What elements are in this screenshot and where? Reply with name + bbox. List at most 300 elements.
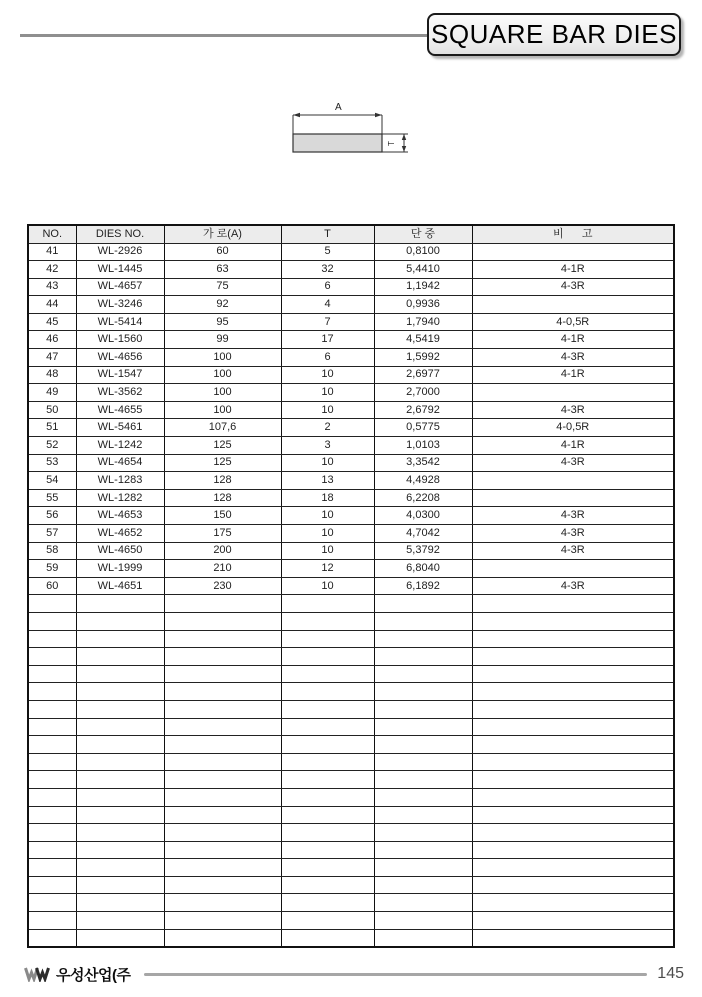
table-cell	[374, 929, 472, 947]
empty-table-row	[28, 612, 674, 630]
table-cell	[472, 489, 674, 507]
table-cell	[76, 665, 164, 683]
table-cell: 46	[28, 331, 76, 349]
table-cell: 53	[28, 454, 76, 472]
table-row	[28, 419, 674, 437]
table-cell	[164, 824, 281, 842]
table-cell	[76, 824, 164, 842]
table-row	[28, 507, 674, 525]
table-cell: 13	[281, 472, 374, 490]
table-cell	[472, 876, 674, 894]
column-header: T	[281, 225, 374, 243]
table-cell: 10	[281, 366, 374, 384]
table-cell: 4-1R	[472, 437, 674, 455]
table-cell	[472, 243, 674, 261]
table-cell	[374, 612, 472, 630]
table-cell	[164, 595, 281, 613]
table-cell	[164, 736, 281, 754]
empty-table-row	[28, 595, 674, 613]
table-cell: 4,5419	[374, 331, 472, 349]
table-cell: 4-1R	[472, 261, 674, 279]
footer-rule	[144, 973, 647, 976]
table-cell: 2,6977	[374, 366, 472, 384]
table-cell: WL-3562	[76, 384, 164, 402]
table-cell: 100	[164, 349, 281, 367]
table-cell	[76, 912, 164, 930]
column-header: 비 고	[472, 225, 674, 243]
table-cell: 4,0300	[374, 507, 472, 525]
table-cell	[374, 595, 472, 613]
table-cell: WL-5461	[76, 419, 164, 437]
width-dimension	[293, 113, 382, 134]
table-cell: 56	[28, 507, 76, 525]
page-number: 145	[657, 965, 684, 982]
table-cell	[472, 665, 674, 683]
table-cell	[374, 894, 472, 912]
table-row	[28, 366, 674, 384]
table-cell	[374, 648, 472, 666]
empty-table-row	[28, 876, 674, 894]
table-cell	[472, 612, 674, 630]
table-cell: 128	[164, 489, 281, 507]
table-cell	[472, 683, 674, 701]
thickness-label: T	[387, 141, 396, 146]
table-cell	[374, 841, 472, 859]
table-cell	[374, 718, 472, 736]
table-cell	[28, 859, 76, 877]
table-cell: 4-3R	[472, 542, 674, 560]
table-cell: 75	[164, 278, 281, 296]
table-cell	[281, 612, 374, 630]
table-cell	[164, 894, 281, 912]
table-row	[28, 401, 674, 419]
table-cell: 41	[28, 243, 76, 261]
table-cell	[281, 595, 374, 613]
table-cell: 7	[281, 313, 374, 331]
table-cell: 4-3R	[472, 349, 674, 367]
table-cell: 10	[281, 401, 374, 419]
table-cell	[472, 824, 674, 842]
table-cell: 125	[164, 437, 281, 455]
table-cell	[281, 718, 374, 736]
table-cell	[281, 876, 374, 894]
table-cell: 4-0,5R	[472, 313, 674, 331]
table-cell	[164, 700, 281, 718]
table-cell	[28, 683, 76, 701]
table-cell: 1,1942	[374, 278, 472, 296]
table-cell: 43	[28, 278, 76, 296]
table-cell	[164, 683, 281, 701]
table-cell	[28, 665, 76, 683]
empty-table-row	[28, 824, 674, 842]
table-cell: 32	[281, 261, 374, 279]
table-cell	[472, 630, 674, 648]
square-bar-diagram	[280, 96, 420, 164]
table-cell	[374, 630, 472, 648]
table-cell: 3	[281, 437, 374, 455]
table-cell	[472, 841, 674, 859]
table-cell	[76, 929, 164, 947]
table-cell: 4-3R	[472, 525, 674, 543]
table-cell	[281, 771, 374, 789]
table-cell	[28, 912, 76, 930]
table-cell: 48	[28, 366, 76, 384]
table-row	[28, 472, 674, 490]
table-cell: 54	[28, 472, 76, 490]
table-cell: 10	[281, 525, 374, 543]
table-cell	[164, 665, 281, 683]
table-cell	[28, 736, 76, 754]
empty-table-row	[28, 683, 674, 701]
table-cell	[281, 700, 374, 718]
table-cell	[472, 648, 674, 666]
table-cell: WL-4656	[76, 349, 164, 367]
table-cell: 63	[164, 261, 281, 279]
table-cell: WL-1283	[76, 472, 164, 490]
table-cell: 6	[281, 349, 374, 367]
table-cell	[164, 630, 281, 648]
table-cell	[472, 472, 674, 490]
empty-table-row	[28, 648, 674, 666]
table-cell	[28, 595, 76, 613]
table-row	[28, 243, 674, 261]
table-cell	[76, 648, 164, 666]
table-cell: 92	[164, 296, 281, 314]
table-cell	[28, 894, 76, 912]
table-cell	[472, 700, 674, 718]
table-cell: WL-4651	[76, 577, 164, 595]
table-cell	[472, 718, 674, 736]
table-cell	[76, 736, 164, 754]
table-cell: 0,9936	[374, 296, 472, 314]
table-cell	[374, 753, 472, 771]
table-cell	[164, 718, 281, 736]
table-cell	[76, 876, 164, 894]
empty-table-row	[28, 788, 674, 806]
company-name: 우성산업(주	[56, 966, 131, 984]
table-cell: 1,0103	[374, 437, 472, 455]
table-cell: 6	[281, 278, 374, 296]
table-cell	[76, 841, 164, 859]
table-cell: 200	[164, 542, 281, 560]
table-cell: 4-3R	[472, 577, 674, 595]
table-cell: WL-3246	[76, 296, 164, 314]
table-cell	[374, 788, 472, 806]
empty-table-row	[28, 859, 674, 877]
table-cell: 100	[164, 366, 281, 384]
table-cell	[374, 912, 472, 930]
table-cell: 6,2208	[374, 489, 472, 507]
table-cell	[374, 876, 472, 894]
table-cell	[76, 595, 164, 613]
table-cell: WL-4650	[76, 542, 164, 560]
table-cell: 18	[281, 489, 374, 507]
table-cell	[76, 630, 164, 648]
column-header: 단 중	[374, 225, 472, 243]
table-cell: WL-1282	[76, 489, 164, 507]
table-cell	[164, 612, 281, 630]
table-cell	[472, 560, 674, 578]
table-cell	[472, 296, 674, 314]
table-cell	[28, 929, 76, 947]
table-cell	[374, 700, 472, 718]
table-cell: 4-1R	[472, 331, 674, 349]
table-cell	[28, 612, 76, 630]
table-cell: 55	[28, 489, 76, 507]
empty-table-row	[28, 894, 674, 912]
table-cell	[164, 806, 281, 824]
table-cell	[374, 665, 472, 683]
table-cell: 107,6	[164, 419, 281, 437]
table-cell	[472, 736, 674, 754]
table-cell: 100	[164, 384, 281, 402]
empty-table-row	[28, 841, 674, 859]
table-cell: 5,3792	[374, 542, 472, 560]
table-cell	[281, 912, 374, 930]
table-cell: 4-3R	[472, 401, 674, 419]
table-cell: 4-3R	[472, 507, 674, 525]
table-cell: 100	[164, 401, 281, 419]
table-cell: 52	[28, 437, 76, 455]
table-cell	[76, 612, 164, 630]
table-cell: 4-1R	[472, 366, 674, 384]
table-cell	[28, 718, 76, 736]
empty-table-row	[28, 753, 674, 771]
table-cell: WL-1999	[76, 560, 164, 578]
table-cell	[28, 841, 76, 859]
table-cell: 0,8100	[374, 243, 472, 261]
table-cell	[281, 753, 374, 771]
table-cell	[164, 771, 281, 789]
table-cell: 4-3R	[472, 278, 674, 296]
table-cell	[472, 894, 674, 912]
empty-table-row	[28, 771, 674, 789]
table-cell	[281, 736, 374, 754]
table-cell: 6,8040	[374, 560, 472, 578]
table-cell: WL-1445	[76, 261, 164, 279]
table-cell	[28, 788, 76, 806]
table-cell	[76, 894, 164, 912]
table-cell: 10	[281, 454, 374, 472]
table-cell: 5	[281, 243, 374, 261]
empty-table-row	[28, 929, 674, 947]
table-cell	[281, 806, 374, 824]
table-cell: 49	[28, 384, 76, 402]
empty-table-row	[28, 630, 674, 648]
table-cell: WL-4652	[76, 525, 164, 543]
table-cell	[472, 929, 674, 947]
table-row	[28, 296, 674, 314]
table-cell: 42	[28, 261, 76, 279]
table-cell: 58	[28, 542, 76, 560]
table-cell	[164, 788, 281, 806]
table-cell	[472, 912, 674, 930]
width-label: A	[335, 102, 342, 113]
empty-table-row	[28, 806, 674, 824]
table-row	[28, 454, 674, 472]
table-cell	[76, 859, 164, 877]
table-cell: 5,4410	[374, 261, 472, 279]
header-rule	[20, 34, 430, 37]
table-cell	[28, 648, 76, 666]
bar-shape	[293, 134, 382, 152]
table-cell: 2	[281, 419, 374, 437]
empty-table-row	[28, 912, 674, 930]
table-cell: 4-0,5R	[472, 419, 674, 437]
table-cell: 2,7000	[374, 384, 472, 402]
table-cell	[164, 841, 281, 859]
table-cell	[76, 788, 164, 806]
table-cell	[28, 806, 76, 824]
table-header-row	[28, 225, 674, 243]
table-row	[28, 542, 674, 560]
empty-table-row	[28, 665, 674, 683]
table-cell: WL-4654	[76, 454, 164, 472]
table-cell: 45	[28, 313, 76, 331]
company-logo-icon	[24, 966, 51, 982]
table-row	[28, 349, 674, 367]
table-cell	[374, 771, 472, 789]
table-cell: 2,6792	[374, 401, 472, 419]
table-cell: 128	[164, 472, 281, 490]
table-cell	[76, 806, 164, 824]
dies-table	[27, 224, 675, 948]
table-cell: 10	[281, 507, 374, 525]
table-cell: 50	[28, 401, 76, 419]
table-cell: WL-2926	[76, 243, 164, 261]
table-cell: 99	[164, 331, 281, 349]
table-cell	[28, 753, 76, 771]
table-cell: 175	[164, 525, 281, 543]
table-cell: 1,5992	[374, 349, 472, 367]
table-cell	[374, 736, 472, 754]
column-header: DIES NO.	[76, 225, 164, 243]
table-cell: WL-4657	[76, 278, 164, 296]
table-cell	[472, 753, 674, 771]
table-cell: 125	[164, 454, 281, 472]
table-cell	[28, 824, 76, 842]
table-cell: 230	[164, 577, 281, 595]
table-cell	[472, 806, 674, 824]
table-cell	[76, 683, 164, 701]
empty-table-row	[28, 700, 674, 718]
table-cell: 17	[281, 331, 374, 349]
table-cell	[374, 806, 472, 824]
table-cell	[281, 929, 374, 947]
table-cell	[281, 648, 374, 666]
table-cell: 4-3R	[472, 454, 674, 472]
table-cell: 47	[28, 349, 76, 367]
table-cell: 10	[281, 384, 374, 402]
table-cell	[164, 859, 281, 877]
table-cell	[472, 859, 674, 877]
table-cell	[281, 859, 374, 877]
table-cell	[28, 700, 76, 718]
table-row	[28, 489, 674, 507]
table-cell	[472, 788, 674, 806]
dies-table-body	[28, 243, 674, 947]
dies-table-wrap	[27, 224, 675, 948]
table-cell: 3,3542	[374, 454, 472, 472]
table-cell	[164, 929, 281, 947]
empty-table-row	[28, 718, 674, 736]
table-cell	[164, 876, 281, 894]
table-cell: 95	[164, 313, 281, 331]
table-cell: WL-1547	[76, 366, 164, 384]
table-row	[28, 525, 674, 543]
table-cell	[164, 912, 281, 930]
table-row	[28, 261, 674, 279]
table-cell	[374, 683, 472, 701]
table-row	[28, 560, 674, 578]
table-cell	[28, 630, 76, 648]
table-cell: 57	[28, 525, 76, 543]
table-cell	[281, 894, 374, 912]
page-footer	[24, 962, 684, 986]
table-cell	[281, 841, 374, 859]
table-cell	[472, 384, 674, 402]
table-cell: WL-5414	[76, 313, 164, 331]
table-cell	[472, 771, 674, 789]
table-cell	[164, 753, 281, 771]
table-row	[28, 331, 674, 349]
table-cell	[374, 824, 472, 842]
table-cell	[374, 859, 472, 877]
table-row	[28, 577, 674, 595]
table-cell: WL-4653	[76, 507, 164, 525]
table-cell: 60	[164, 243, 281, 261]
table-row	[28, 437, 674, 455]
table-row	[28, 313, 674, 331]
table-cell: WL-4655	[76, 401, 164, 419]
table-cell	[76, 771, 164, 789]
table-cell	[281, 665, 374, 683]
table-cell	[76, 718, 164, 736]
table-cell	[472, 595, 674, 613]
table-cell	[281, 788, 374, 806]
table-cell: 51	[28, 419, 76, 437]
table-cell	[28, 876, 76, 894]
table-cell: 150	[164, 507, 281, 525]
table-cell: 6,1892	[374, 577, 472, 595]
table-cell: 10	[281, 542, 374, 560]
column-header: 가 로(A)	[164, 225, 281, 243]
table-cell	[28, 771, 76, 789]
table-row	[28, 278, 674, 296]
table-cell: WL-1242	[76, 437, 164, 455]
table-cell: 60	[28, 577, 76, 595]
table-cell: 12	[281, 560, 374, 578]
table-cell: 210	[164, 560, 281, 578]
table-cell: 44	[28, 296, 76, 314]
page-title-box	[427, 13, 681, 56]
column-header: NO.	[28, 225, 76, 243]
page-title: SQUARE BAR DIES	[431, 19, 677, 49]
table-cell: 4,7042	[374, 525, 472, 543]
empty-table-row	[28, 736, 674, 754]
table-cell	[281, 630, 374, 648]
table-cell: 10	[281, 577, 374, 595]
table-cell	[281, 824, 374, 842]
table-cell	[76, 700, 164, 718]
table-cell: WL-1560	[76, 331, 164, 349]
table-cell: 1,7940	[374, 313, 472, 331]
table-cell	[164, 648, 281, 666]
table-cell: 59	[28, 560, 76, 578]
table-cell	[281, 683, 374, 701]
table-cell: 4,4928	[374, 472, 472, 490]
table-cell: 4	[281, 296, 374, 314]
